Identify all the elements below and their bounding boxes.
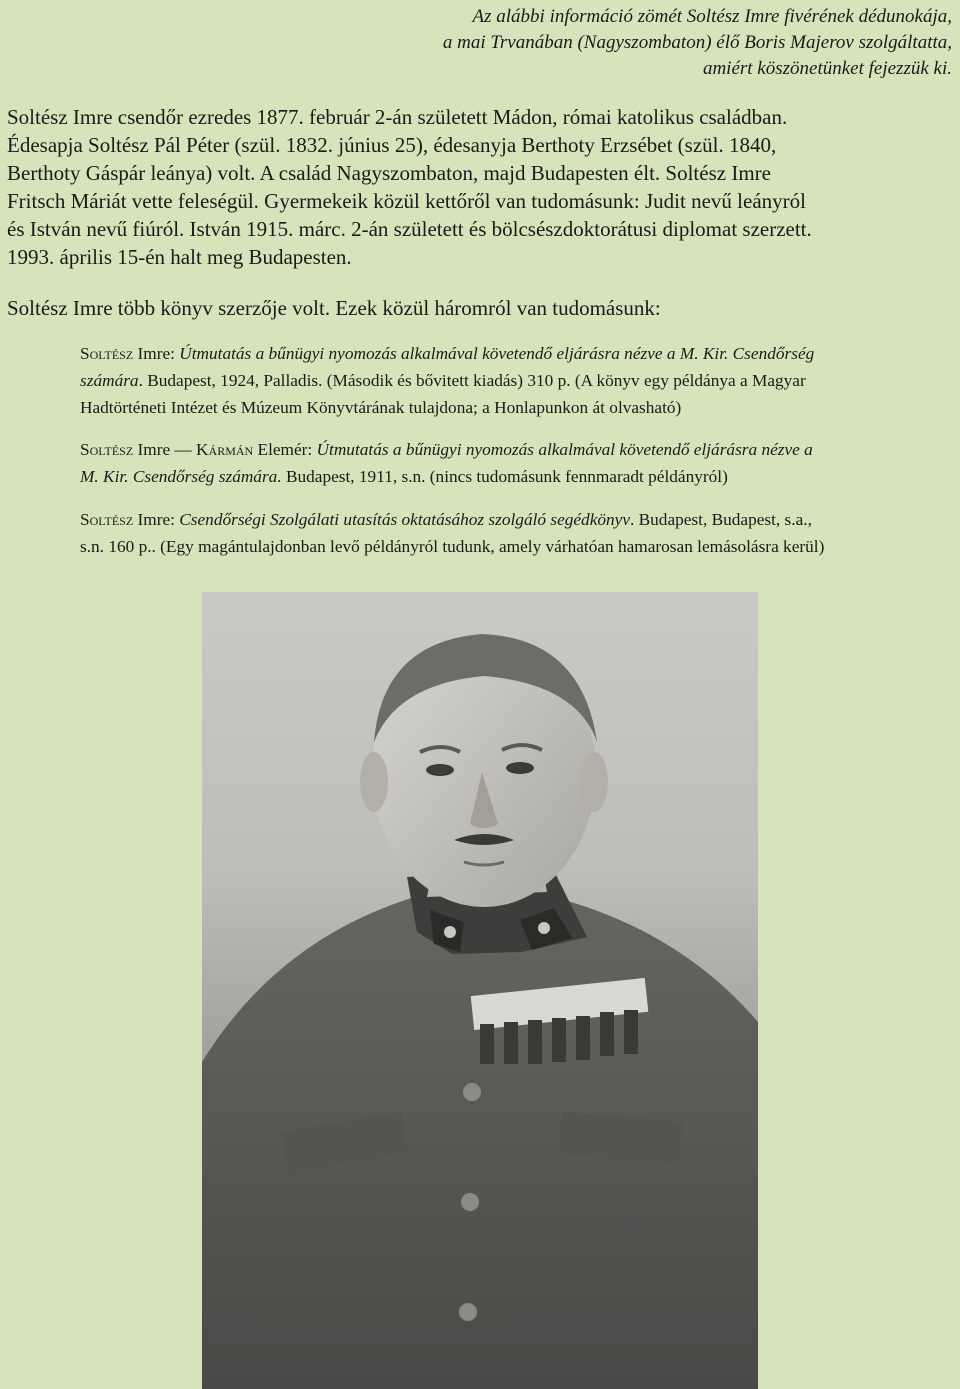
book-entry [80, 340, 958, 421]
book-line: Hadtörténeti Intézet és Múzeum Könyvtárának tulajdona; a Honlapunkon át olvasható) [80, 398, 682, 417]
biography-paragraph [7, 103, 955, 271]
book-details: . Budapest, Budapest, s.a., [630, 510, 812, 529]
acknowledgement-line: a mai Trvanában (Nagyszombaton) élő Boris Majerov szolgáltatta, [442, 32, 952, 53]
portrait-photo [202, 592, 758, 1389]
book-author: Soltész [80, 440, 134, 459]
book-author-rest: Imre: [133, 510, 180, 529]
book-line [80, 436, 958, 463]
book-coauthor: Kármán [196, 440, 254, 459]
biography-line: Berthoty Gáspár leánya) volt. A család Nagyszombaton, majd Budapesten élt. Soltész Imre [7, 161, 771, 185]
book-entry [80, 436, 958, 490]
book-title: számára [80, 371, 139, 390]
book-title: M. Kir. Csendőrség számára. [80, 467, 282, 486]
book-author: Soltész [80, 344, 134, 363]
book-coauthor-rest: Elemér: [253, 440, 317, 459]
book-line [80, 506, 958, 533]
biography-line: Fritsch Máriát vette feleségül. Gyermekeik közül kettőről van tudomásunk: Judit nevű leányról [7, 189, 806, 213]
book-author-rest: Imre — [133, 440, 197, 459]
biography-line: 1993. április 15-én halt meg Budapesten. [7, 245, 352, 269]
book-line: s.n. 160 p.. (Egy magántulajdonban levő példányról tudunk, amely várhatóan hamarosan lemásolásra kerül) [80, 537, 825, 556]
book-title: Útmutatás a bűnügyi nyomozás alkalmával követendő eljárásra nézve a M. Kir. Csendőrség [179, 344, 815, 363]
book-details: . Budapest, 1924, Palladis. (Második és bővitett kiadás) 310 p. (A könyv egy példánya a Magyar [138, 371, 806, 390]
book-line [80, 340, 958, 367]
book-line [80, 367, 958, 394]
book-author-rest: Imre: [133, 344, 180, 363]
acknowledgement-line: Az alábbi információ zömét Soltész Imre fivérének dédunokája, [472, 6, 952, 27]
acknowledgement-note [252, 4, 952, 82]
book-author: Soltész [80, 510, 134, 529]
book-entry [80, 506, 958, 560]
acknowledgement-line: amiért köszönetünket fejezzük ki. [702, 58, 952, 79]
book-title: Útmutatás a bűnügyi nyomozás alkalmával követendő eljárásra nézve a [316, 440, 813, 459]
biography-line: és István nevű fiúról. István 1915. márc. 2-án született és bölcsészdoktorátusi diplomat szerzett. [7, 217, 812, 241]
book-details: Budapest, 1911, s.n. (nincs tudomásunk fennmaradt példányról) [281, 467, 728, 486]
biography-line: Soltész Imre csendőr ezredes 1877. február 2-án született Mádon, római katolikus családban. [7, 105, 788, 129]
book-line [80, 463, 958, 490]
book-title: Csendőrségi Szolgálati utasítás oktatásához szolgáló segédkönyv [179, 510, 630, 529]
books-intro: Soltész Imre több könyv szerzője volt. Ezek közül háromról van tudomásunk: [7, 296, 661, 320]
biography-line: Édesapja Soltész Pál Péter (szül. 1832. június 25), édesanyja Berthoty Erzsébet (szül. 1840, [7, 133, 777, 157]
